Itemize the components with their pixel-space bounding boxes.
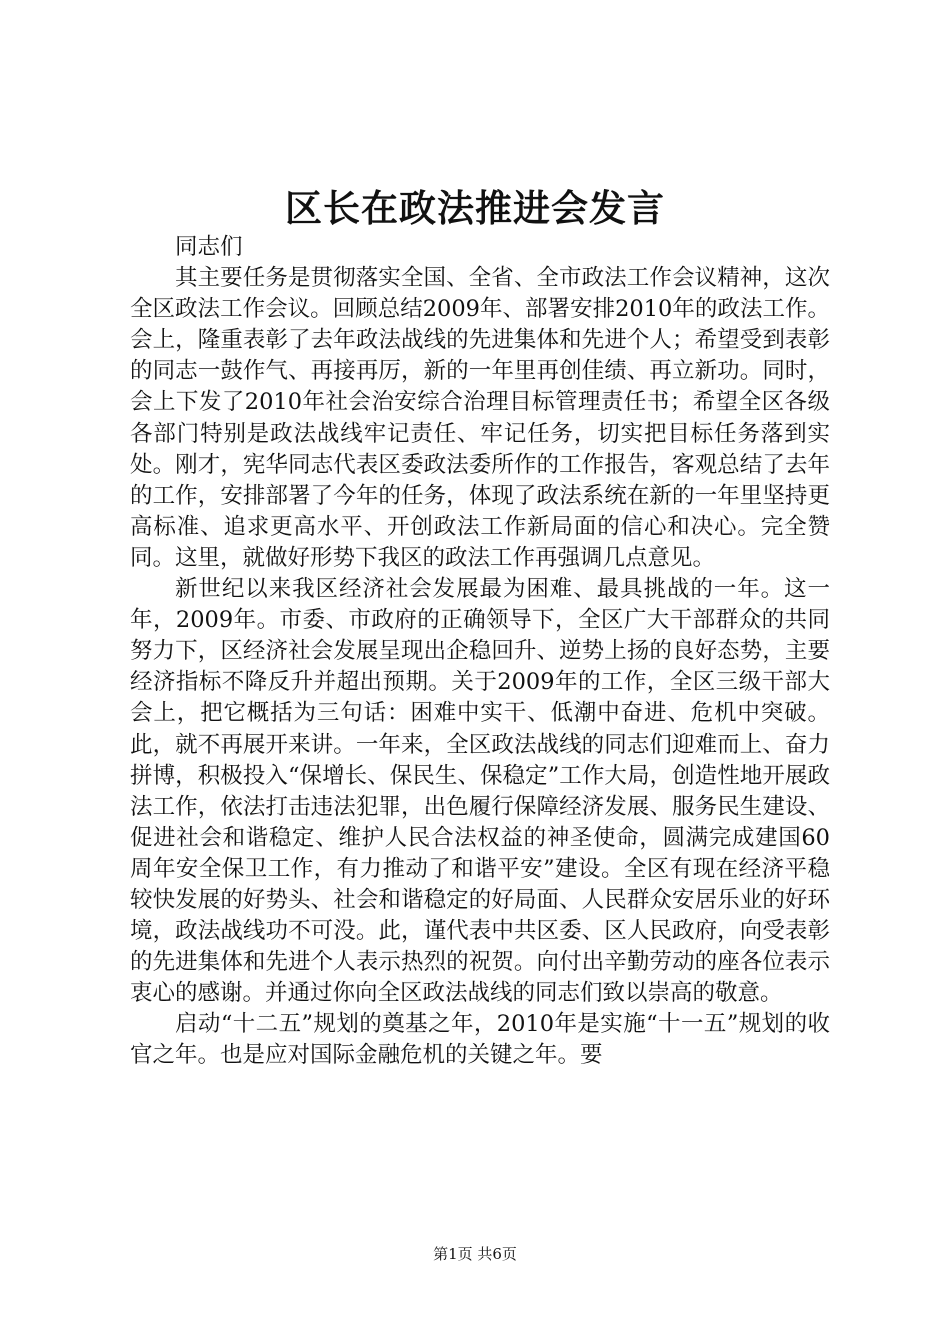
paragraph-1: 其主要任务是贯彻落实全国、全省、全市政法工作会议精神，这次全区政法工作会议。回顾总结2009年、部署安排2010年的政法工作。会上，隆重表彰了去年政法战线的先进集体和先进个人；希望受到表彰的同志一鼓作气、再接再厉，新的一年里再创佳绩、再立新功。同时，会上下发了2010年社会治安综合治理目标管理责任书；希望全区各级各部门特别是政法战线牢记责任、牢记任务，切实把目标任务落到实处。刚才，宪华同志代表区委政法委所作的工作报告，客观总结了去年的工作，安排部署了今年的任务，体现了政法系统在新的一年里坚持更高标准、追求更高水平、开创政法工作新局面的信心和决心。完全赞同。这里，就做好形势下我区的政法工作再强调几点意见。 (130, 265, 830, 571)
paragraph-3: 启动“十二五”规划的奠基之年，2010年是实施“十一五”规划的收官之年。也是应对国际金融危机的关键之年。要 (130, 1011, 830, 1069)
page-number-footer: 第1页 共6页 (433, 1245, 517, 1263)
salutation: 同志们 (175, 234, 243, 260)
paragraph-2: 新世纪以来我区经济社会发展最为困难、最具挑战的一年。这一年，2009年。市委、市政府的正确领导下，全区广大干部群众的共同努力下，区经济社会发展呈现出企稳回升、逆势上扬的良好态势，主要经济指标不降反升并超出预期。关于2009年的工作，全区三级干部大会上，把它概括为三句话：困难中实干、低潮中奋进、危机中突破。此，就不再展开来讲。一年来，全区政法战线的同志们迎难而上、奋力拼博，积极投入“保增长、保民生、保稳定”工作大局，创造性地开展政法工作，依法打击违法犯罪，出色履行保障经济发展、服务民生建设、促进社会和谐稳定、维护人民合法权益的神圣使命，圆满完成建国60周年安全保卫工作，有力推动了和谐平安”建设。全区有现在经济平稳较快发展的好势头、社会和谐稳定的好局面、人民群众安居乐业的好环境，政法战线功不可没。此，谨代表中共区委、区人民政府，向受表彰的先进集体和先进个人表示热烈的祝贺。向付出辛勤劳动的座各位表示衷心的感谢。并通过你向全区政法战线的同志们致以崇高的敬意。 (130, 576, 830, 1007)
document-body (130, 232, 830, 1072)
document-title: 区长在政法推进会发言 (285, 186, 665, 230)
